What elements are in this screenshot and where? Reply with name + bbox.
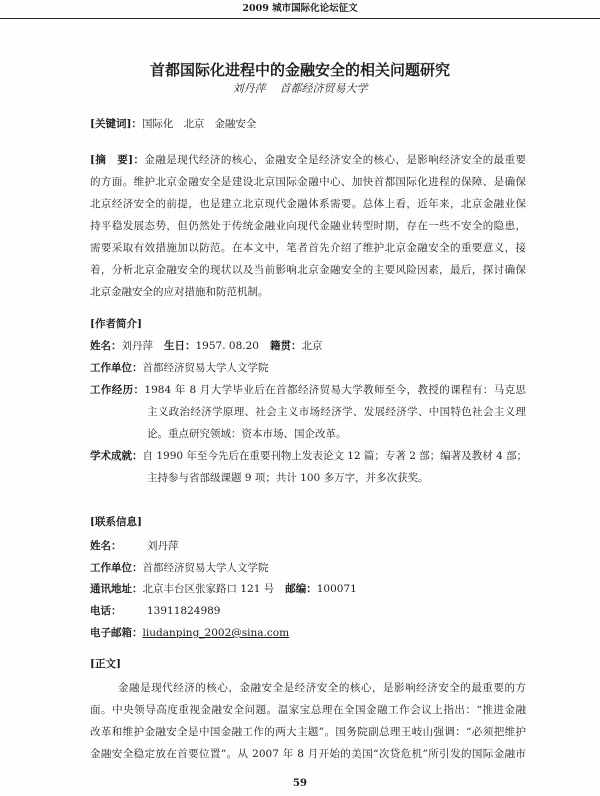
contact-phone [90,603,526,619]
abstract-label: [摘 要]： [90,154,145,166]
phone-value: 13911824989 [147,605,221,617]
origin-value: 北京 [301,340,323,352]
contact-name-label: 姓名： [90,540,122,552]
author-employer [90,360,526,376]
achievements-line: 主持参与省部级课题 9 项；共计 100 多万字，并多次获奖。 [147,472,429,484]
postcode-label: 邮编： [285,583,317,595]
abstract-line: 需要采取有效措施加以防范。在本文中，笔者首先介绍了维护北京金融安全的重要意义，接 [90,242,526,254]
contact-employer-label: 工作单位： [90,562,143,574]
abstract-text: 金融是现代经济的核心，金融安全是经济安全的核心，是影响经济安全的最重要 [144,154,526,166]
experience-line: 主义政治经济学原理、社会主义市场经济学、发展经济学、中国特色社会主义理 [147,406,526,418]
birthday-value: 1957. 08.20 [195,340,259,352]
experience-line [90,382,526,398]
body-line: 改革和维护金融安全是中国金融工作的两大主题”。国务院副总理王岐山强调：“必须把维护 [90,726,526,738]
keywords-label: [关键词]： [90,118,142,130]
contact-name [90,538,526,554]
abstract-line: 着，分析北京金融安全的现状以及当前影响北京金融安全的主要风险因素，最后，探讨确保 [90,264,526,276]
keywords-line [90,116,526,132]
contact-employer [90,560,526,576]
keyword-term: 北京 [183,118,205,130]
keyword-term: 金融安全 [214,118,257,130]
abstract-line: 持平稳发展态势，但仍然处于传统金融业向现代金融业转型时期，存在一些不安全的隐患， [90,220,526,232]
contact-email [90,625,526,641]
abstract-line [90,152,526,168]
contact-name-value: 刘丹萍 [147,540,179,552]
employer-value: 首都经济贸易大学人文学院 [142,362,269,374]
address-label: 通讯地址： [90,583,143,595]
phone-label: 电话： [90,605,122,617]
address-value: 北京丰台区张家路口 121 号 [142,583,275,595]
abstract-line: 的方面。维护北京金融安全是建设北京国际金融中心、加快首都国际化进程的保障、是确保 [90,176,526,188]
employer-label: 工作单位： [90,362,143,374]
abstract-line: 北京金融安全的应对措施和防范机制。 [90,286,269,298]
page-number: 59 [293,778,307,789]
experience-label: 工作经历： [90,384,145,396]
keyword-term: 国际化 [141,118,174,130]
achievements-line [90,448,526,464]
author-basic-info [90,338,526,354]
contact-employer-value: 首都经济贸易大学人文学院 [142,562,269,574]
body-heading: [正文] [90,658,121,670]
achievements-label: 学术成就： [90,450,143,462]
body-line: 金融是现代经济的核心，金融安全是经济安全的核心，是影响经济安全的最重要的方 [118,682,526,694]
experience-text: 1984 年 8 月大学毕业后在首都经济贸易大学教师至今，教授的课程有：马克思 [144,384,526,396]
byline [0,81,600,96]
email-address: liudanping_2002@sina.com [142,627,290,639]
contact-heading: [联系信息] [90,516,142,528]
author-affiliation: 首都经济贸易大学 [279,82,368,95]
name-label: 姓名： [90,340,122,352]
body-line: 金融安全稳定放在首要位置”。从 2007 年 8 月开始的美国“次贷危机”所引发的国际金融市 [90,748,526,760]
email-label: 电子邮箱： [90,627,143,639]
origin-label: 籍贯： [269,340,302,352]
author-profile-heading: [作者简介] [90,318,142,330]
experience-line: 论。重点研究领域：资本市场、国企改革。 [147,428,347,440]
body-line: 面。中央领导高度重视金融安全问题。温家宝总理在全国金融工作会议上指出：“推进金融 [90,704,526,716]
abstract-line: 北京经济安全的前提，也是建立北京现代金融体系需要。总体上看，近年来，北京金融业保 [90,198,526,210]
postcode-value: 100071 [316,583,357,595]
paper-title: 首都国际化进程中的金融安全的相关问题研究 [149,61,450,79]
contact-address [90,581,526,597]
author-name: 刘丹萍 [232,82,266,95]
birthday-label: 生日： [164,340,196,352]
achievements-text: 自 1990 年至今先后在重要刊物上发表论文 12 篇；专著 2 部；编著及教材 4 部； [142,450,528,462]
header-rule [0,18,600,19]
name-value: 刘丹萍 [121,340,153,352]
running-header: 2009 城市国际化论坛征文 [242,3,358,14]
